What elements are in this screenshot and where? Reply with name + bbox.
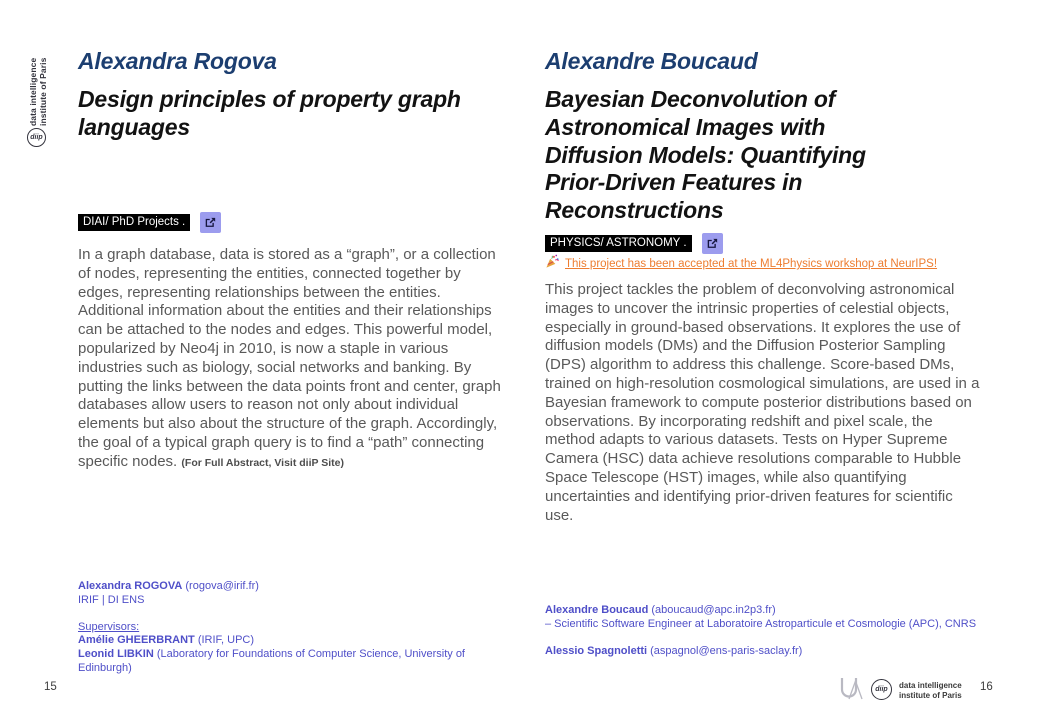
diip-logo-monogram: diip [30,134,43,141]
right-category-badge: PHYSICS/ ASTRONOMY . [545,235,692,252]
sidebar-institute-logo-text: data intelligence institute of Paris [28,57,48,126]
right-contact-role: – Scientific Software Engineer at Laboratoire Astroparticule et Cosmologie (APC), CNRS [545,617,977,630]
left-contact-name: Alexandra ROGOVA [78,580,183,592]
left-abstract-note: (For Full Abstract, Visit diiP Site) [181,456,344,469]
right-project-title: Bayesian Deconvolution of Astronomical Images with Diffusion Models: Quantifying Prior-Driven Features in Reconstructions [545,86,866,224]
left-abstract-text: In a graph database, data is stored as a “graph”, or a collection of nodes, representing the entities, connected together by edges, representing relationships between the entities. Additional information about the entities and their relationships can be attached to the nodes and edges. This powerful model, popularized by Neo4j in 2010, is now a staple in various industries such as biology, social networks and banking. By putting the links between the data points front and center, graph databases allow users to reason not only about individual elements but also about the structure of the graph. Accordingly, the goal of a typical graph query is to find a “path” connecting specific nodes. [78,246,501,470]
diip-footer-monogram: diip [875,686,888,693]
party-popper-icon [545,254,560,274]
left-contact-affiliation: IRIF | DI ENS [78,593,145,606]
left-contact-email: (rogova@irif.fr) [185,580,259,592]
supervisors-label: Supervisors: [78,620,140,633]
left-abstract [78,246,508,473]
diip-logo-icon [27,128,46,147]
right-page-number: 16 [980,681,993,693]
left-contact-line [78,580,508,594]
external-link-glyph [203,215,218,230]
supervisor-name: Amélie GHEERBRANT [78,634,195,647]
right-contact-block [545,604,981,658]
supervisor-name: Leonid LIBKIN [78,648,154,661]
supervisor-affiliation: (IRIF, UPC) [197,634,255,647]
right-contact-name: Alexandre Boucaud [545,604,649,616]
party-popper-glyph [545,254,560,269]
collaborator-line [545,645,981,659]
supervisor-line [78,648,508,676]
external-link-icon[interactable] [200,212,221,233]
left-contact-block [78,580,508,676]
right-contact-line [545,604,981,618]
collaborator-name: Alessio Spagnoletti [545,644,648,657]
left-category-badge: DIAI/ PhD Projects . [78,214,190,231]
collaborator-email: (aspagnol@ens-paris-saclay.fr) [650,644,803,657]
footer-institute-logo-text: data intelligence institute of Paris [899,681,962,700]
diip-footer-logo-icon [871,679,892,700]
external-link-icon[interactable] [702,233,723,254]
supervisor-line [78,634,508,648]
right-abstract: This project tackles the problem of deconvolving astronomical images to uncover the intrinsic properties of celestial objects, especially in ground-based observations. It explores the use of diffusion models (DMs) and the Diffusion Posterior Sampling (DPS) algorithm to address this challenge. Score-based DMs, trained on high-resolution cosmological simulations, are used in a Bayesian framework to compute posterior distributions based on observations. By incorporating redshift and pixel scale, the method adapts to various datasets. Tests on Hyper Supreme Camera (HSC) data achieve resolutions comparable to Hubble Space Telescope (HST) images, while also quantifying uncertainties and identifying prior-driven features for scientific use. [545,281,980,524]
right-author-name: Alexandre Boucaud [545,48,758,74]
supervisor-affiliation: (Laboratory for Foundations of Computer Science, University of Edinburgh) [78,648,465,674]
left-author-name: Alexandra Rogova [78,48,277,74]
left-project-title: Design principles of property graph languages [78,86,461,140]
announcement-link[interactable]: This project has been accepted at the ML4Physics workshop at NeurIPS! [565,258,938,270]
right-contact-email: (aboucaud@apc.in2p3.fr) [651,604,776,616]
left-page-number: 15 [44,681,57,693]
external-link-glyph [705,236,720,251]
university-logo-icon [838,675,864,706]
